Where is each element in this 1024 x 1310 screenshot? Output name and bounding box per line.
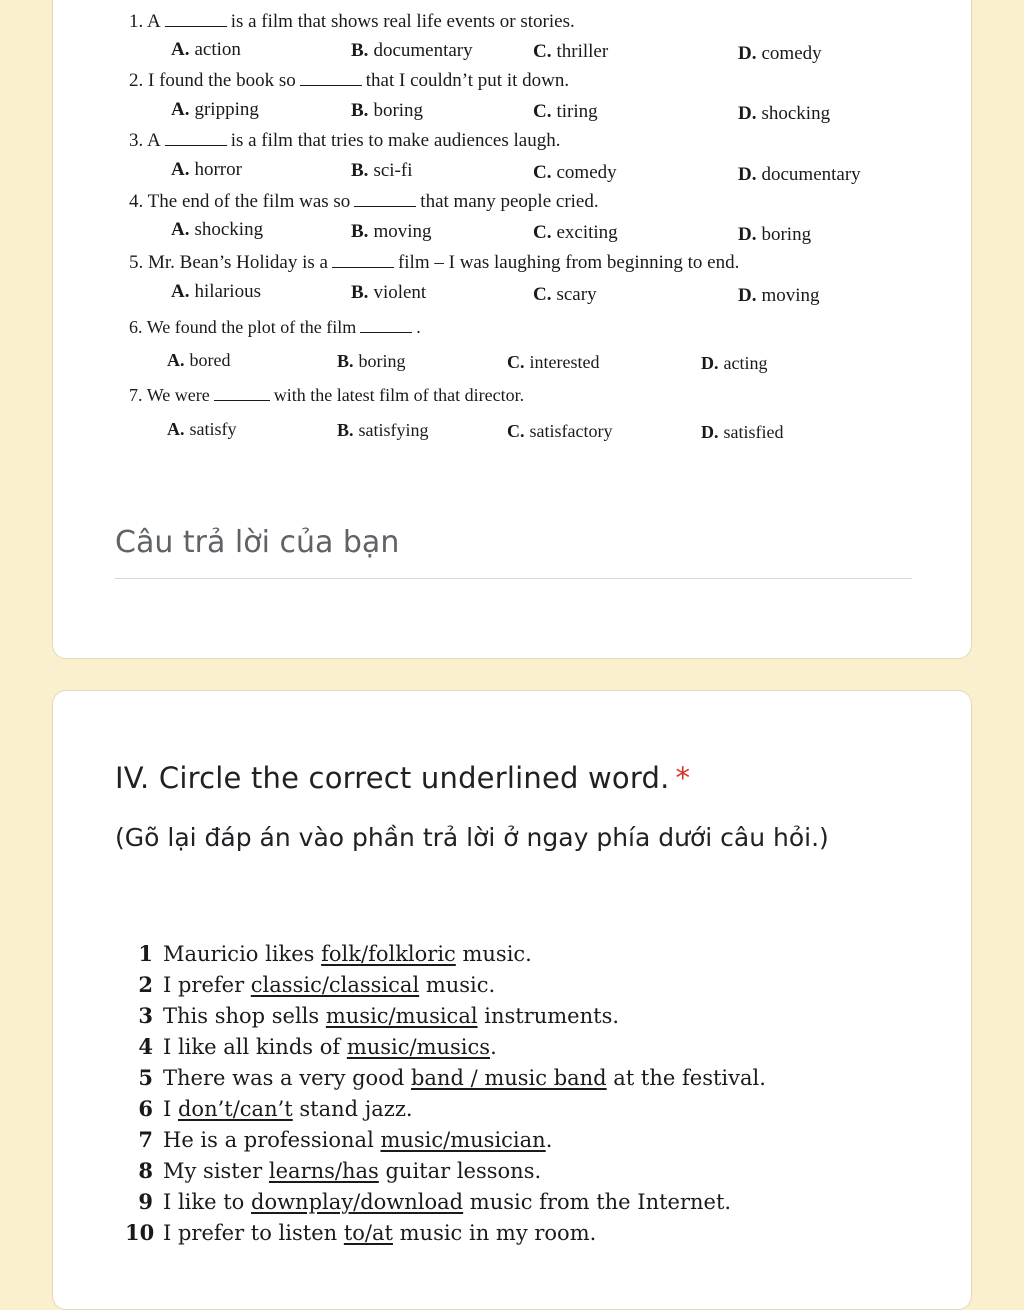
question-4: 4. The end of the film was so that many people cried. <box>129 191 599 212</box>
option-b: B. sci-fi <box>351 160 413 181</box>
list-item: 7 He is a professional music/musician. <box>138 1127 553 1152</box>
list-item: 3 This shop sells music/musical instruments. <box>138 1003 620 1028</box>
option-d: D. moving <box>738 285 820 306</box>
question-title: IV. Circle the correct underlined word. * <box>115 761 691 795</box>
blank <box>300 71 362 86</box>
list-item: 8 My sister learns/has guitar lessons. <box>138 1158 542 1183</box>
option-a: A. gripping <box>171 99 259 120</box>
question-6: 6. We found the plot of the film . <box>129 317 421 337</box>
answer-underline <box>115 578 912 579</box>
blank <box>354 192 416 207</box>
option-c: C. thriller <box>533 41 609 62</box>
question-7: 7. We were with the latest film of that director. <box>129 385 525 405</box>
option-b: B. violent <box>351 282 427 303</box>
required-asterisk: * <box>675 761 691 795</box>
list-item: 6 I don’t/can’t stand jazz. <box>138 1096 413 1121</box>
blank <box>360 318 412 333</box>
question-3: 3. A is a film that tries to make audiences laugh. <box>129 130 561 151</box>
blank <box>214 386 270 401</box>
option-d: D. satisfied <box>701 422 784 442</box>
blank <box>165 131 227 146</box>
list-item: 10 I prefer to listen to/at music in my room. <box>125 1220 597 1245</box>
option-d: D. acting <box>701 353 768 373</box>
list-item: 5 There was a very good band / music band at the festival. <box>138 1065 766 1090</box>
option-a: A. bored <box>167 350 231 370</box>
option-a: A. horror <box>171 159 242 180</box>
list-item: 9 I like to downplay/download music from the Internet. <box>138 1189 732 1214</box>
option-c: C. scary <box>533 284 597 305</box>
option-d: D. boring <box>738 224 812 245</box>
option-b: B. boring <box>337 351 406 371</box>
question-card-3 <box>52 0 972 659</box>
option-d: D. shocking <box>738 103 831 124</box>
option-c: C. comedy <box>533 162 617 183</box>
list-item: 2 I prefer classic/classical music. <box>138 972 496 997</box>
option-c: C. exciting <box>533 222 618 243</box>
question-card-4 <box>52 690 972 1310</box>
answer-input[interactable]: Câu trả lời của bạn <box>115 525 400 560</box>
option-b: B. boring <box>351 100 424 121</box>
question-2: 2. I found the book so that I couldn’t put it down. <box>129 70 570 91</box>
option-b: B. satisfying <box>337 420 429 440</box>
option-a: A. hilarious <box>171 281 261 302</box>
option-d: D. comedy <box>738 43 822 64</box>
option-d: D. documentary <box>738 164 861 185</box>
list-item: 1 Mauricio likes folk/folkloric music. <box>138 941 532 966</box>
option-a: A. shocking <box>171 219 264 240</box>
option-a: A. action <box>171 39 241 60</box>
option-c: C. tiring <box>533 101 598 122</box>
option-c: C. interested <box>507 352 600 372</box>
option-c: C. satisfactory <box>507 421 613 441</box>
question-5: 5. Mr. Bean’s Holiday is a film – I was laughing from beginning to end. <box>129 252 740 273</box>
option-b: B. moving <box>351 221 432 242</box>
option-a: A. satisfy <box>167 419 237 439</box>
question-1: 1. A is a film that shows real life events or stories. <box>129 11 575 32</box>
list-item: 4 I like all kinds of music/musics. <box>138 1034 497 1059</box>
blank <box>332 253 394 268</box>
option-b: B. documentary <box>351 40 473 61</box>
blank <box>165 12 227 27</box>
question-description: (Gõ lại đáp án vào phần trả lời ở ngay phía dưới câu hỏi.) <box>115 823 829 852</box>
